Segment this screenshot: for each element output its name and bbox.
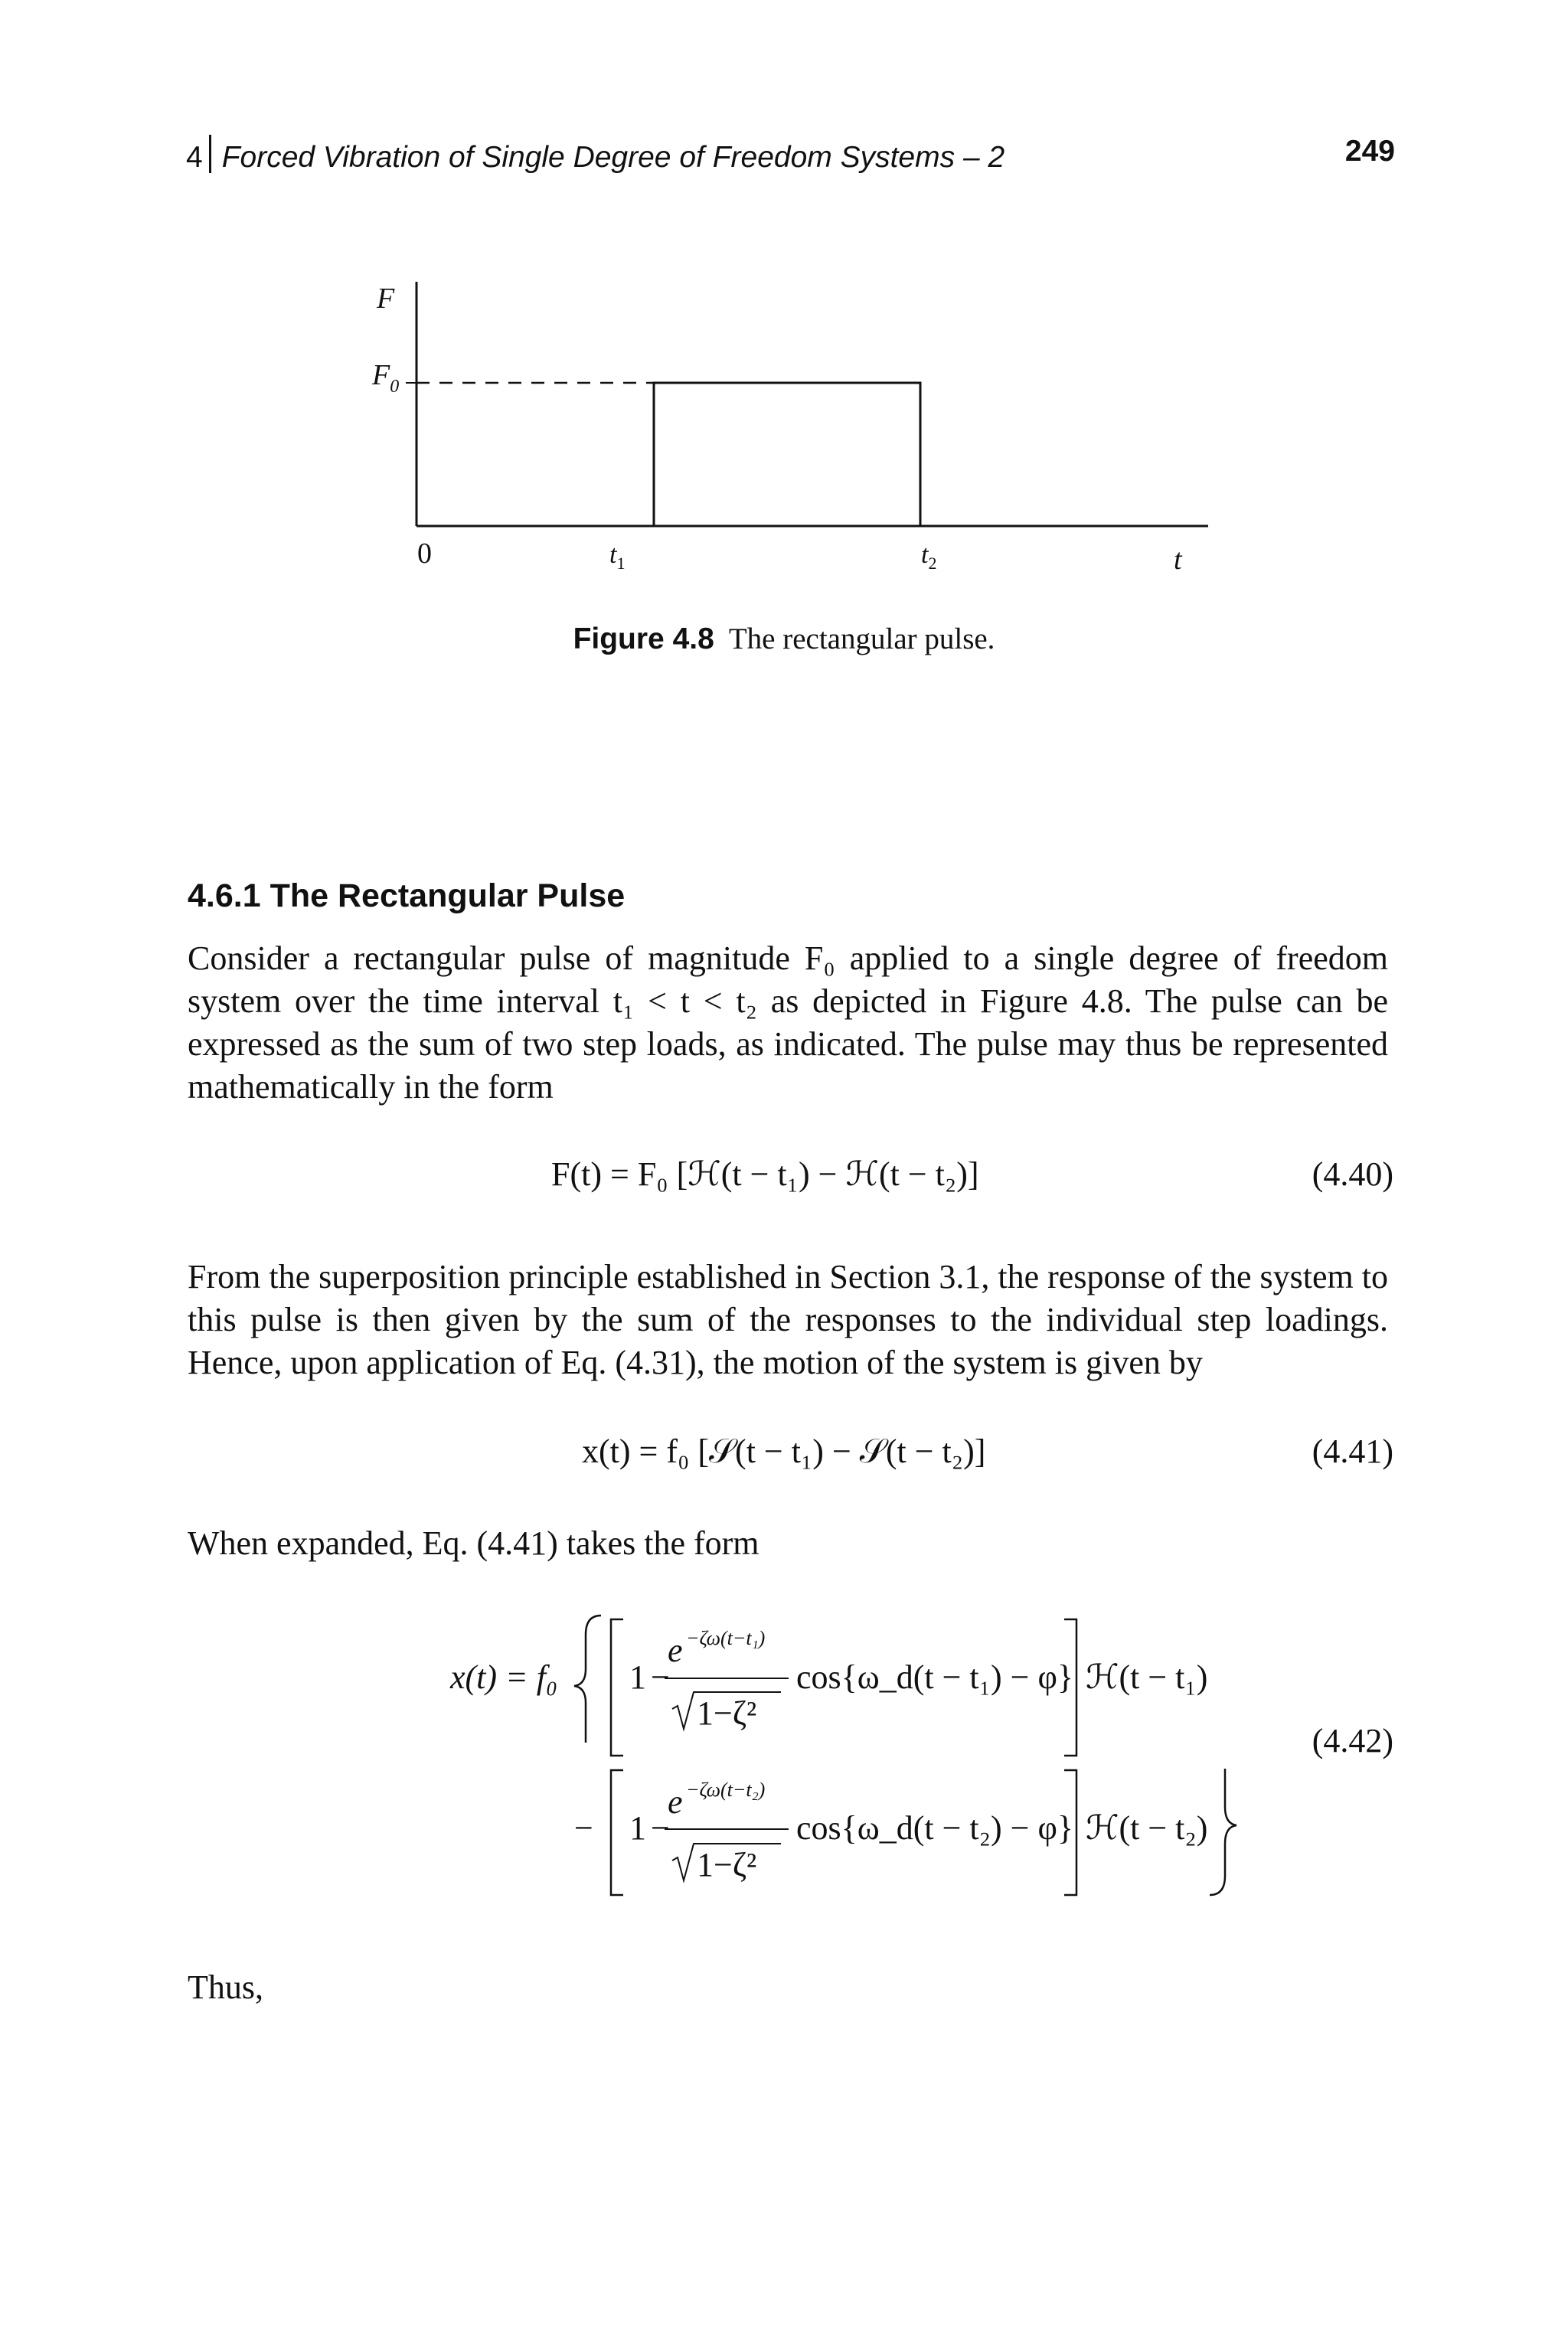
eq442-lhs: x(t) = f₀ bbox=[450, 1658, 558, 1696]
eq442-leading-minus: − bbox=[574, 1809, 593, 1847]
eq442-exp2-power: −ζω(t−t₂) bbox=[686, 1779, 766, 1801]
header-divider bbox=[209, 135, 211, 173]
eq442-exp2: e bbox=[668, 1783, 683, 1821]
running-header bbox=[186, 135, 1004, 175]
eq442-one-row1: 1 bbox=[629, 1658, 646, 1696]
equation-4-40 bbox=[0, 1155, 1568, 1201]
rectangular-pulse-figure bbox=[345, 268, 1248, 605]
eq442-h-row1: ℋ(t − t₁) bbox=[1086, 1658, 1208, 1696]
equation-4-41-number: (4.41) bbox=[1312, 1433, 1393, 1470]
t1-label: $t_1$ bbox=[609, 541, 626, 573]
equation-4-40-expression: F(t) = F₀ [ℋ(t − t₁) − ℋ(t − t₂)] bbox=[551, 1155, 979, 1193]
eq442-cos-row2: cos{ω_d(t − t₂) − φ} bbox=[796, 1809, 1073, 1847]
pulse-outline bbox=[654, 383, 920, 526]
y-axis-label: F bbox=[377, 283, 395, 315]
page-number: 249 bbox=[1344, 135, 1395, 168]
eq442-h-row2: ℋ(t − t₂) bbox=[1086, 1809, 1208, 1847]
origin-label: 0 bbox=[417, 537, 432, 570]
equation-4-42-number: (4.42) bbox=[1312, 1722, 1393, 1759]
row2-left-bracket bbox=[611, 1770, 623, 1895]
paragraph-expanded: When expanded, Eq. (4.41) takes the form bbox=[188, 1524, 760, 1562]
eq442-minus-row1: − bbox=[651, 1658, 670, 1696]
section-heading: 4.6.1 The Rectangular Pulse bbox=[188, 877, 626, 914]
paragraph-superposition: From the superposition principle established in Section 3.1, the response of the system to this pulse is then given by the sum of the responses to the individual step loadings. Hence, upon application of Eq. (4.31), the motion of the system is given by bbox=[188, 1258, 1388, 1381]
equation-4-41-expression: x(t) = f₀ [𝒮(t − t₁) − 𝒮(t − t₂)] bbox=[582, 1433, 986, 1470]
x-axis-label: t bbox=[1174, 544, 1182, 576]
eq442-exp1: e bbox=[668, 1632, 683, 1669]
caption-text: The rectangular pulse. bbox=[728, 622, 995, 655]
figure-caption bbox=[0, 622, 1568, 656]
paragraph-intro: Consider a rectangular pulse of magnitude F₀ applied to a single degree of freedom system over the time interval t₁ < t < t₂ as depicted in Figure 4.8. The pulse can be expressed as the sum of two step loads, as indicated. The pulse may thus be represented mathematically in the form bbox=[188, 939, 1388, 1106]
eq442-denominator-row2: 1−ζ² bbox=[697, 1846, 757, 1884]
t2-label: $t_2$ bbox=[921, 541, 937, 573]
eq442-denominator-row1: 1−ζ² bbox=[697, 1694, 757, 1732]
equation-4-40-number: (4.40) bbox=[1312, 1155, 1393, 1193]
equation-4-41 bbox=[0, 1432, 1568, 1478]
eq442-minus-row2: − bbox=[651, 1809, 670, 1847]
chapter-number: 4 bbox=[186, 141, 203, 174]
eq442-exp1-power: −ζω(t−t₁) bbox=[686, 1627, 766, 1649]
eq442-one-row2: 1 bbox=[629, 1809, 646, 1847]
f0-label: $F_0$ bbox=[372, 359, 400, 397]
chapter-title: Forced Vibration of Single Degree of Freedom Systems – 2 bbox=[221, 141, 1005, 174]
outer-right-brace bbox=[1210, 1769, 1236, 1895]
eq442-cos-row1: cos{ω_d(t − t₁) − φ} bbox=[796, 1658, 1073, 1696]
paragraph-thus: Thus, bbox=[188, 1968, 263, 2006]
equation-4-42-number-wrap bbox=[0, 1721, 1568, 1767]
caption-label: Figure 4.8 bbox=[573, 622, 714, 655]
